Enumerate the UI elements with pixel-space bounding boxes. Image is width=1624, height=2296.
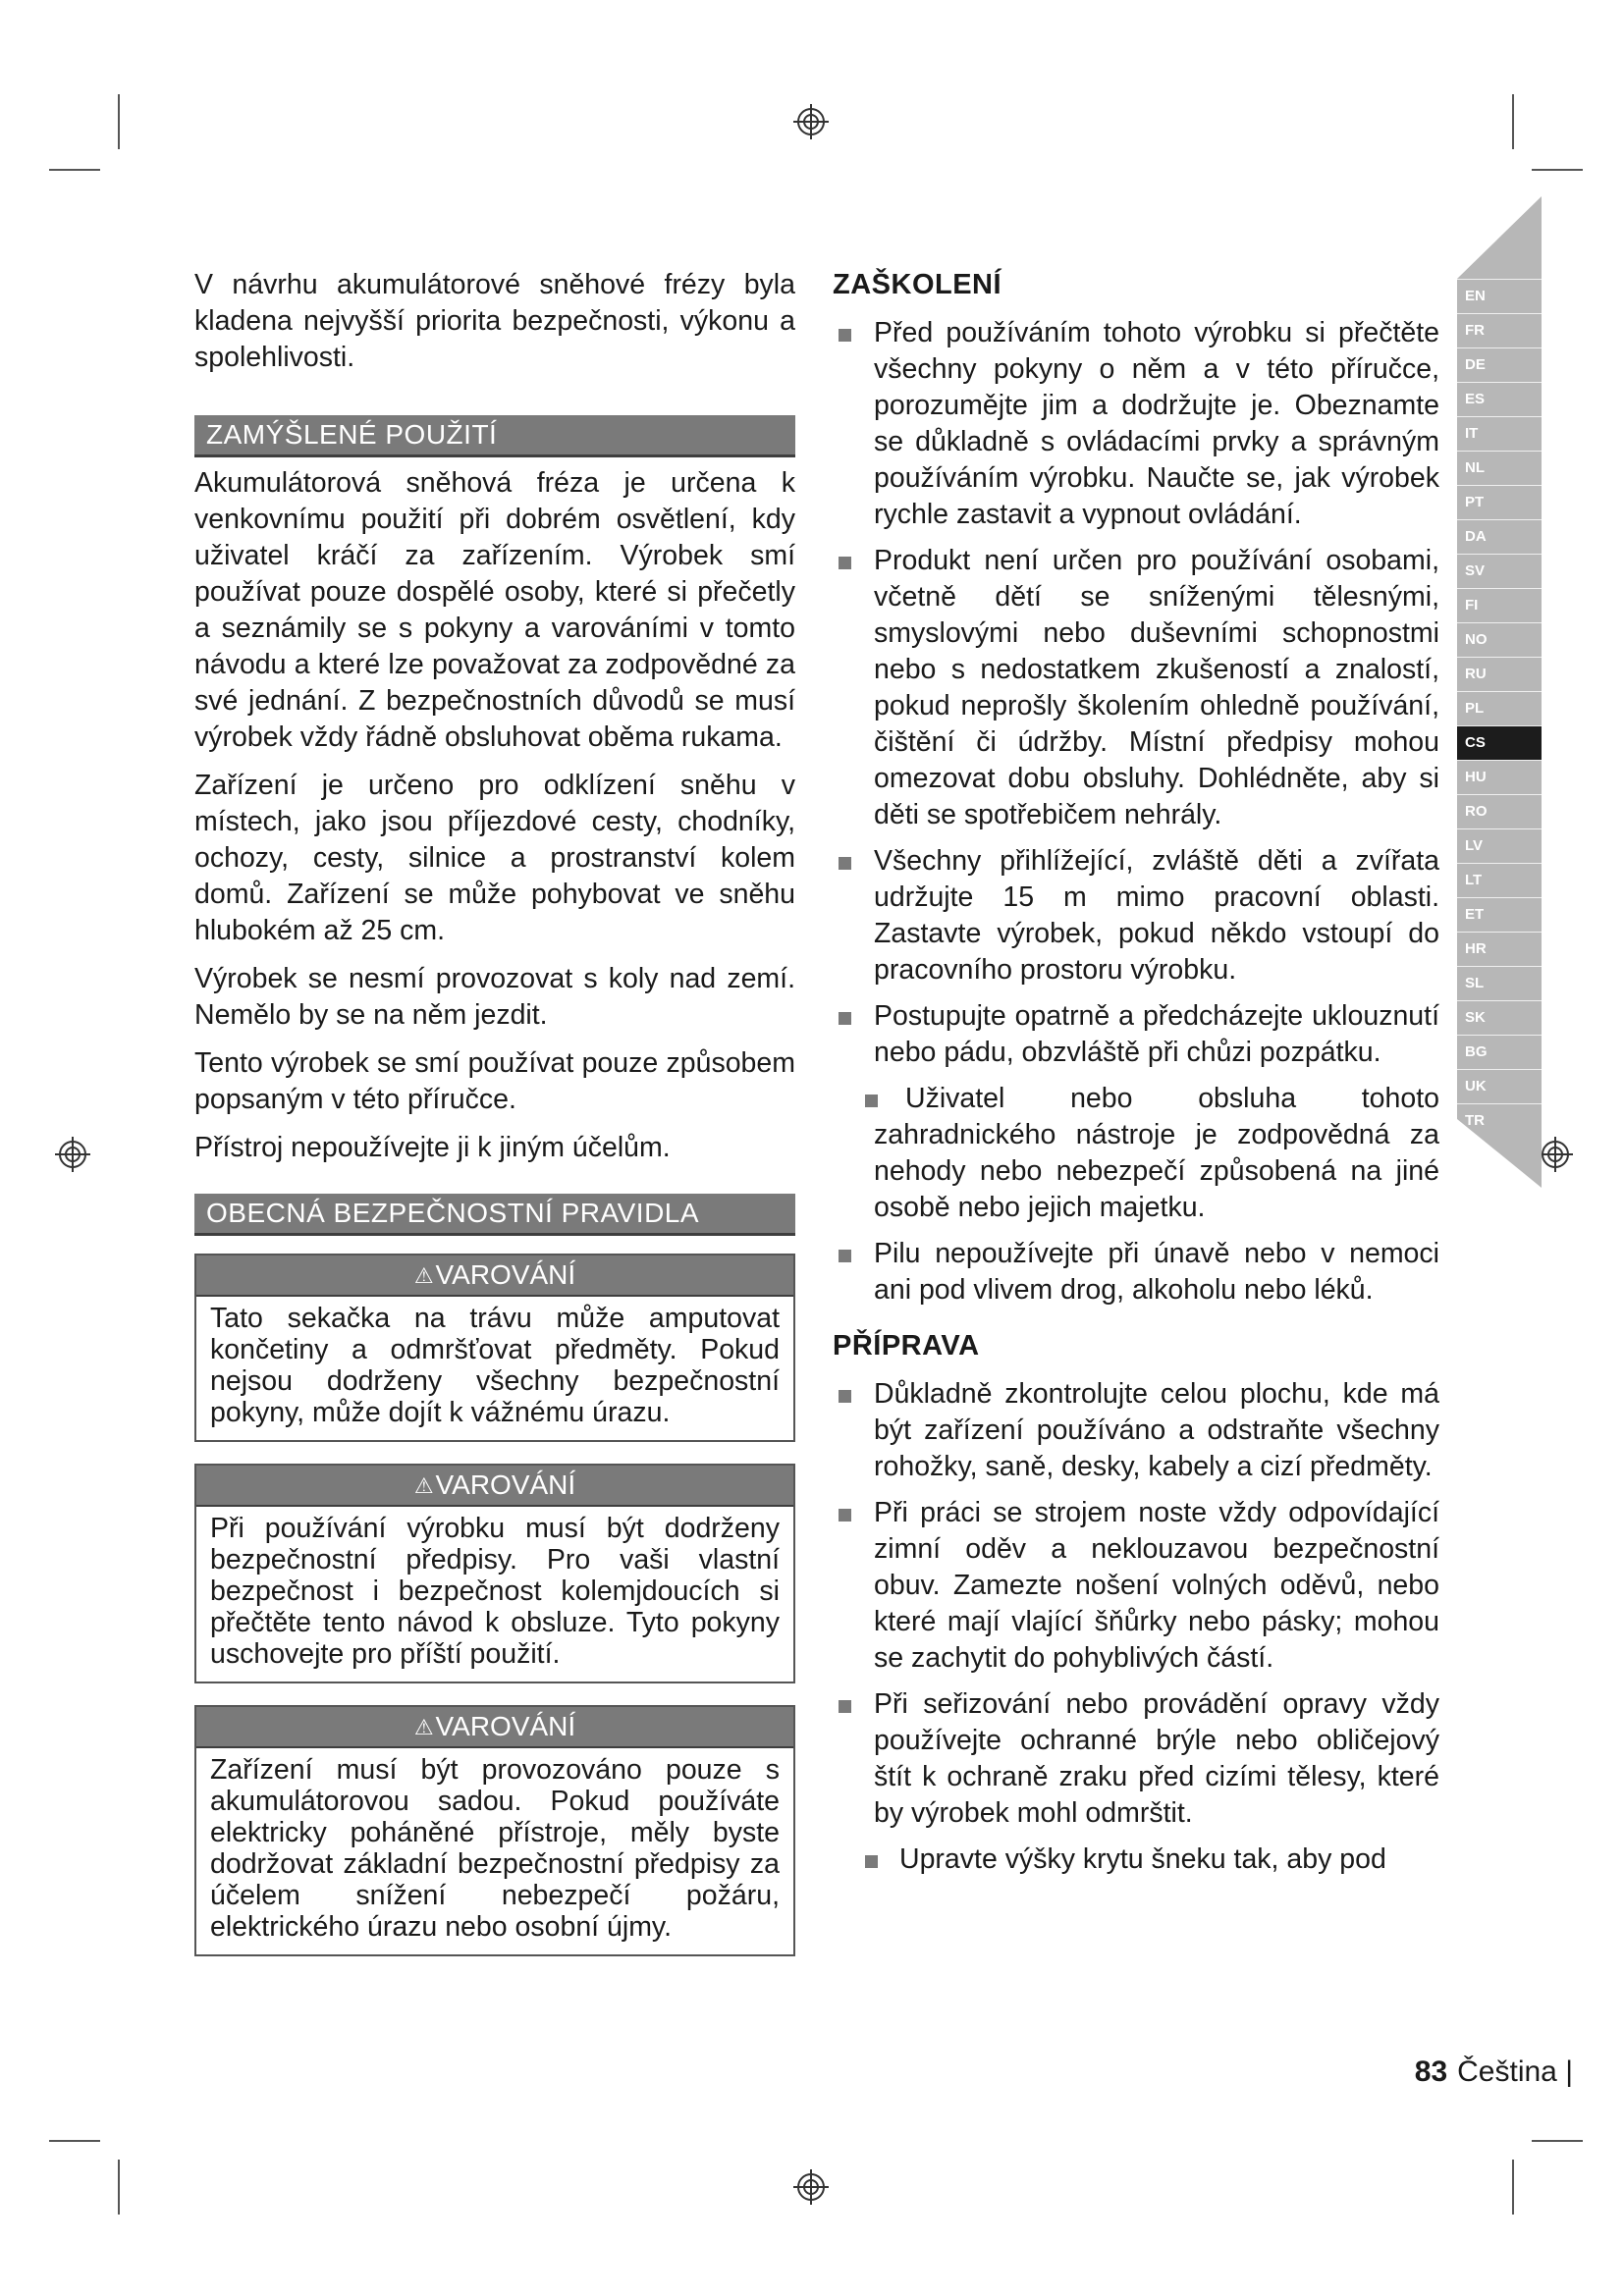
warning-text: Zařízení musí být provozováno pouze s akumulátorovou sadou. Pokud používáte elektricky poháněné přístroje, měly byste dodržovat základní bezpečnostní předpisy za účelem snížení nebezpečí požáru, elektrického úrazu nebo osobní újmy. — [210, 1754, 780, 1943]
crop-mark — [1512, 2160, 1514, 2215]
warning-title — [196, 1255, 793, 1297]
warning-box — [194, 1254, 795, 1442]
crop-mark — [118, 94, 120, 149]
language-item-es: ES — [1457, 382, 1542, 416]
language-item-en: EN — [1457, 279, 1542, 313]
training-list — [833, 315, 1439, 1308]
right-column — [833, 267, 1439, 1888]
list-item — [833, 1842, 1439, 1878]
registration-mark-icon — [793, 104, 829, 139]
list-item — [833, 315, 1439, 533]
language-item-no: NO — [1457, 622, 1542, 657]
language-item-hr: HR — [1457, 932, 1542, 966]
warning-title — [196, 1707, 793, 1748]
language-item-bg: BG — [1457, 1035, 1542, 1069]
language-item-tr: TR — [1457, 1103, 1542, 1138]
warning-triangle-icon: ⚠ — [413, 1715, 434, 1739]
section-title-general-safety: OBECNÁ BEZPEČNOSTNÍ PRAVIDLA — [194, 1194, 795, 1236]
language-item-ro: RO — [1457, 794, 1542, 828]
warning-title-text: VAROVÁNÍ — [435, 1259, 576, 1290]
language-item-fr: FR — [1457, 313, 1542, 347]
list-item-text: Všechny přihlížející, zvláště děti a zvířata udržujte 15 m mimo pracovní oblasti. Zastavte výrobek, pokud někdo vstoupí do pracovního prostoru výrobku. — [874, 845, 1439, 986]
list-item — [833, 1686, 1439, 1832]
intended-use-paragraph: Zařízení je určeno pro odklízení sněhu v místech, jako jsou příjezdové cesty, chodníky, ochozy, cesty, silnice a prostranství kolem domů. Zařízení se může pohybovat ve sněhu hlubokém až 25 cm. — [194, 770, 795, 946]
page-number: 83 — [1414, 2056, 1448, 2088]
language-item-sv: SV — [1457, 554, 1542, 588]
language-item-it: IT — [1457, 416, 1542, 451]
registration-mark-icon — [55, 1137, 90, 1172]
left-column — [194, 267, 795, 1978]
warning-triangle-icon: ⚠ — [413, 1473, 434, 1498]
warning-text: Při používání výrobku musí být dodrženy bezpečnostní předpisy. Pro vaši vlastní bezpečnost i bezpečnost kolemjdoucích si přečtěte tento návod k obsluze. Tyto pokyny uschovejte pro příští použití. — [210, 1513, 780, 1670]
list-item — [833, 1081, 1439, 1226]
bullet-square-icon — [865, 1855, 878, 1868]
list-item — [833, 543, 1439, 833]
section-title-preparation: PŘÍPRAVA — [833, 1330, 980, 1362]
bullet-square-icon — [839, 1250, 851, 1262]
language-item-ru: RU — [1457, 657, 1542, 691]
list-item-text: Produkt není určen pro používání osobami, včetně dětí se sníženými tělesnými, smyslovými nebo duševními schopnostmi nebo s nedostatkem zkušeností a znalostí, pokud neprošly školením ohledně používání, čištění či údržby. Místní předpisy mohou omezovat dobu obsluhy. Dohlédněte, aby si děti se spotřebičem nehrály. — [874, 545, 1439, 830]
language-item-lv: LV — [1457, 828, 1542, 863]
intro-paragraph: V návrhu akumulátorové sněhové frézy byla kladena nejvyšší priorita bezpečnosti, výkonu a spolehlivosti. — [194, 269, 795, 373]
footer-language-name: Čeština | — [1457, 2056, 1573, 2088]
bullet-square-icon — [839, 1012, 851, 1025]
list-item-text: Pilu nepoužívejte při únavě nebo v nemoci ani pod vlivem drog, alkoholu nebo léků. — [874, 1238, 1439, 1306]
bullet-square-icon — [839, 557, 851, 569]
intended-use-paragraph: Přístroj nepoužívejte ji k jiným účelům. — [194, 1132, 671, 1163]
language-item-uk: UK — [1457, 1069, 1542, 1103]
section-title-training: ZAŠKOLENÍ — [833, 269, 1002, 300]
bullet-square-icon — [839, 1390, 851, 1403]
list-item — [833, 1376, 1439, 1485]
intended-use-paragraph: Akumulátorová sněhová fréza je určena k venkovnímu použití při dobrém osvětlení, kdy uživatel kráčí za zařízením. Výrobek smí používat pouze dospělé osoby, které si přečetly a seznámily se s pokyny a varováními v tomto návodu a které lze považovat za zodpovědné za své jednání. Z bezpečnostních důvodů se musí výrobek vždy řádně obsluhovat oběma rukama. — [194, 467, 795, 753]
intended-use-paragraph: Výrobek se nesmí provozovat s koly nad zemí. Nemělo by se na něm jezdit. — [194, 963, 795, 1031]
list-item-text: Před používáním tohoto výrobku si přečtěte všechny pokyny o něm a v této příručce, porozumějte jim a dodržujte je. Obeznamte se důkladně s ovládacími prvky a správným používáním výrobku. Naučte se, jak výrobek rychle zastavit a vypnout ovládání. — [874, 317, 1439, 530]
bullet-square-icon — [839, 1509, 851, 1522]
language-item-de: DE — [1457, 347, 1542, 382]
language-item-cs-active: CS — [1457, 725, 1542, 760]
warning-box — [194, 1464, 795, 1683]
crop-mark — [1532, 169, 1583, 171]
warning-title-text: VAROVÁNÍ — [435, 1469, 576, 1500]
warning-box — [194, 1705, 795, 1956]
crop-mark — [118, 2160, 120, 2215]
intended-use-paragraph: Tento výrobek se smí používat pouze způsobem popsaným v této příručce. — [194, 1047, 795, 1115]
crop-mark — [49, 2140, 100, 2142]
list-item-text: Důkladně zkontrolujte celou plochu, kde má být zařízení používáno a odstraňte všechny rohožky, saně, desky, kabely a cizí předměty. — [874, 1378, 1439, 1482]
bullet-square-icon — [865, 1095, 878, 1107]
language-item-sl: SL — [1457, 966, 1542, 1000]
language-item-et: ET — [1457, 897, 1542, 932]
crop-mark — [1512, 94, 1514, 149]
warning-title-text: VAROVÁNÍ — [435, 1711, 576, 1741]
list-item-text: Upravte výšky krytu šneku tak, aby pod — [899, 1843, 1386, 1875]
language-item-fi: FI — [1457, 588, 1542, 622]
bullet-square-icon — [839, 329, 851, 342]
language-item-lt: LT — [1457, 863, 1542, 897]
language-item-nl: NL — [1457, 451, 1542, 485]
language-item-sk: SK — [1457, 1000, 1542, 1035]
section-title-intended-use: ZAMÝŠLENÉ POUŽITÍ — [194, 415, 795, 457]
crop-mark — [1532, 2140, 1583, 2142]
list-item-text: Při seřizování nebo provádění opravy vždy používejte ochranné brýle nebo obličejový štít k ochraně zraku před cizími tělesy, které by výrobek mohl odmrštit. — [874, 1688, 1439, 1829]
list-item-text: Postupujte opatrně a předcházejte uklouznutí nebo pádu, obzvláště při chůzi pozpátku. — [874, 1000, 1439, 1068]
list-item — [833, 998, 1439, 1071]
language-item-pl: PL — [1457, 691, 1542, 725]
language-item-pt: PT — [1457, 485, 1542, 519]
page-footer — [1415, 2056, 1573, 2089]
registration-mark-icon — [793, 2169, 829, 2205]
preparation-list — [833, 1376, 1439, 1878]
bullet-square-icon — [839, 857, 851, 870]
registration-mark-icon — [1538, 1137, 1573, 1172]
list-item-text: Uživatel nebo obsluha tohoto zahradnického nástroje je zodpovědná za nehody nebo nebezpečí způsobená na jiné osobě nebo jejich majetku. — [874, 1083, 1439, 1223]
language-item-hu: HU — [1457, 760, 1542, 794]
list-item — [833, 843, 1439, 988]
warning-title — [196, 1466, 793, 1507]
warning-text: Tato sekačka na trávu může amputovat končetiny a odmršťovat předměty. Pokud nejsou dodrženy všechny bezpečnostní pokyny, může dojít k vážnému úrazu. — [210, 1303, 780, 1428]
bullet-square-icon — [839, 1700, 851, 1713]
language-item-da: DA — [1457, 519, 1542, 554]
list-item — [833, 1236, 1439, 1308]
warning-triangle-icon: ⚠ — [413, 1263, 434, 1288]
list-item-text: Při práci se strojem noste vždy odpovídající zimní oděv a neklouzavou bezpečnostní obuv. Zamezte nošení volných oděvů, nebo které mají vlající šňůrky nebo pásky; mohou se zachytit do pohyblivých částí. — [874, 1497, 1439, 1674]
language-tab-list — [1457, 279, 1542, 1138]
crop-mark — [49, 169, 100, 171]
list-item — [833, 1495, 1439, 1677]
